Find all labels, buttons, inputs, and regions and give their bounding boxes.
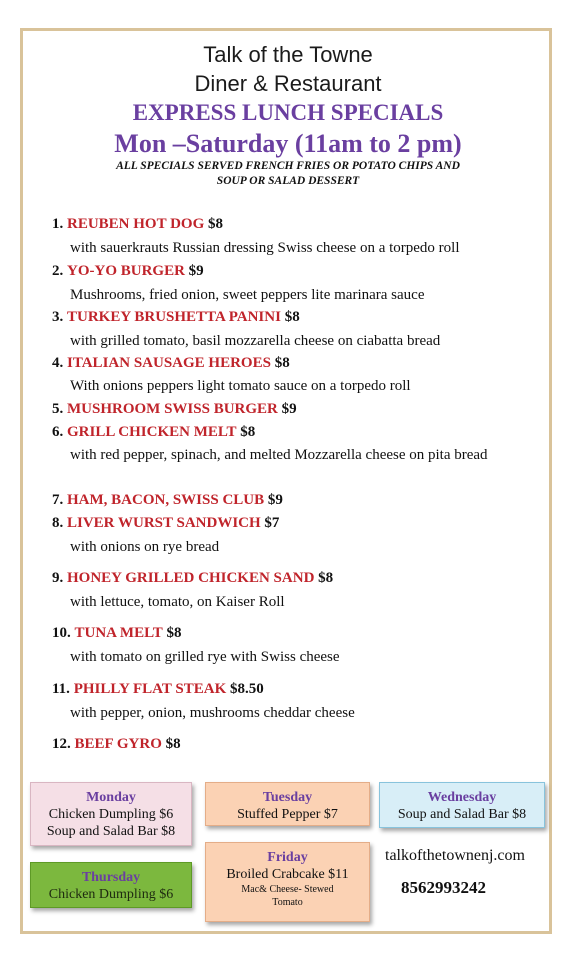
item-price: $8 [165, 736, 181, 752]
item-description: with red pepper, spinach, and melted Mozzarella cheese on pita bread [70, 447, 488, 463]
special-line: Broiled Crabcake $11 [226, 867, 349, 882]
item-name: TUNA MELT [74, 625, 163, 641]
item-description: with tomato on grilled rye with Swiss cheese [70, 649, 340, 665]
menu-item-6 [52, 424, 255, 441]
special-line: Soup and Salad Bar $8 [397, 807, 527, 822]
item-name: GRILL CHICKEN MELT [67, 424, 237, 440]
item-name: BEEF GYRO [74, 736, 162, 752]
item-price: $8 [318, 570, 334, 586]
item-price: $8 [166, 625, 182, 641]
menu-item-8 [52, 515, 279, 532]
specials-note-line1: ALL SPECIALS SERVED FRENCH FRIES OR POTATO CHIPS AND [116, 160, 460, 172]
item-number: 6. [52, 424, 64, 440]
item-number: 12. [52, 736, 71, 752]
menu-item-2 [52, 263, 204, 280]
website-text: talkofthetownenj.com [385, 847, 525, 864]
item-name: HONEY GRILLED CHICKEN SAND [67, 570, 315, 586]
restaurant-subtitle: Diner & Restaurant [194, 71, 382, 96]
day-label: Monday [86, 790, 136, 805]
item-price: $9 [281, 401, 297, 417]
menu-item-5 [52, 401, 297, 418]
item-description: Mushrooms, fried onion, sweet peppers lite marinara sauce [70, 287, 425, 303]
friday-special-box [205, 842, 370, 922]
phone-number: 8562993242 [401, 878, 486, 897]
item-price: $8.50 [230, 681, 264, 697]
menu-item-9 [52, 570, 333, 587]
thursday-special-box [30, 862, 192, 908]
item-number: 8. [52, 515, 64, 531]
item-number: 11. [52, 681, 70, 697]
item-description: with lettuce, tomato, on Kaiser Roll [70, 594, 285, 610]
item-number: 4. [52, 355, 64, 371]
item-number: 1. [52, 216, 64, 232]
item-number: 9. [52, 570, 64, 586]
item-number: 10. [52, 625, 71, 641]
menu-item-3 [52, 309, 300, 326]
item-name: REUBEN HOT DOG [67, 216, 205, 232]
item-description: with pepper, onion, mushrooms cheddar cheese [70, 705, 355, 721]
item-name: LIVER WURST SANDWICH [67, 515, 261, 531]
item-price: $8 [284, 309, 300, 325]
day-label: Thursday [81, 870, 141, 885]
item-description: with grilled tomato, basil mozzarella cheese on ciabatta bread [70, 333, 441, 349]
item-price: $9 [267, 492, 283, 508]
menu-item-10 [52, 625, 181, 642]
menu-item-11 [52, 681, 264, 698]
item-description: With onions peppers light tomato sauce on a torpedo roll [70, 378, 411, 394]
item-name: PHILLY FLAT STEAK [73, 681, 227, 697]
wednesday-special-box [379, 782, 545, 828]
monday-special-box [30, 782, 192, 846]
restaurant-name: Talk of the Towne [203, 42, 373, 67]
menu-item-12 [52, 736, 181, 753]
item-number: 7. [52, 492, 64, 508]
special-line: Mac& Cheese- Stewed [241, 884, 334, 895]
special-line: Tomato [272, 897, 303, 908]
menu-item-7 [52, 492, 283, 509]
specials-title: EXPRESS LUNCH SPECIALS [132, 100, 444, 125]
item-price: $8 [240, 424, 256, 440]
specials-note [0, 159, 576, 189]
special-line: Soup and Salad Bar $8 [46, 824, 176, 839]
item-description: with sauerkrauts Russian dressing Swiss cheese on a torpedo roll [70, 240, 460, 256]
item-number: 2. [52, 263, 64, 279]
item-price: $9 [188, 263, 204, 279]
menu-item-4 [52, 355, 290, 372]
item-name: HAM, BACON, SWISS CLUB [67, 492, 265, 508]
special-line: Chicken Dumpling $6 [48, 887, 174, 902]
item-number: 3. [52, 309, 64, 325]
specials-days: Mon –Saturday (11am to 2 pm) [114, 129, 462, 158]
specials-note-line2: SOUP OR SALAD DESSERT [216, 175, 360, 187]
item-name: TURKEY BRUSHETTA PANINI [67, 309, 281, 325]
item-name: MUSHROOM SWISS BURGER [67, 401, 278, 417]
item-name: YO-YO BURGER [67, 263, 185, 279]
day-label: Wednesday [427, 790, 497, 805]
item-description: with onions on rye bread [70, 539, 220, 555]
special-line: Stuffed Pepper $7 [237, 807, 338, 822]
item-number: 5. [52, 401, 64, 417]
item-name: ITALIAN SAUSAGE HEROES [67, 355, 271, 371]
item-price: $8 [208, 216, 223, 232]
tuesday-special-box [205, 782, 370, 826]
item-price: $7 [264, 515, 280, 531]
day-label: Tuesday [262, 790, 313, 805]
menu-item-1 [52, 216, 223, 233]
item-price: $8 [274, 355, 290, 371]
special-line: Chicken Dumpling $6 [48, 807, 174, 822]
day-label: Friday [267, 850, 308, 865]
